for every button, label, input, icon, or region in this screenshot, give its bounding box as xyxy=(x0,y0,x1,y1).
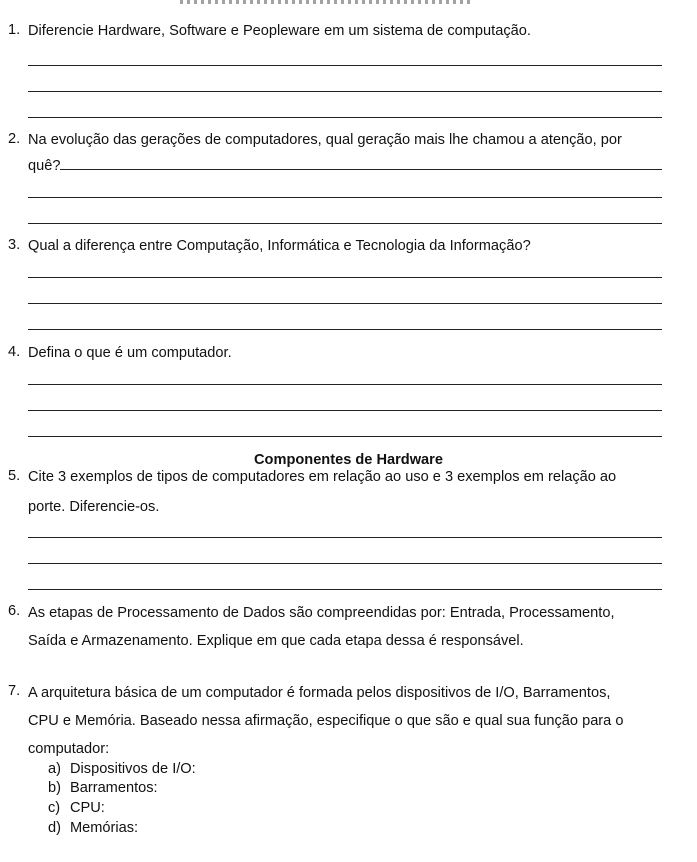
question-text: Qual a diferença entre Computação, Informática e Tecnologia da Informação? xyxy=(28,238,531,254)
answer-line[interactable] xyxy=(28,589,662,590)
question-text: Cite 3 exemplos de tipos de computadores em relação ao uso e 3 exemplos em relação ao xyxy=(28,469,617,485)
sub-item-letter: b) xyxy=(48,780,61,796)
header-title-fragment xyxy=(180,0,470,4)
answer-line[interactable] xyxy=(28,277,662,278)
sub-item-label: Memórias: xyxy=(70,820,139,836)
sub-item-io xyxy=(48,760,196,778)
sub-item-memorias xyxy=(48,819,138,837)
answer-line[interactable] xyxy=(28,537,662,538)
question-number: 1. xyxy=(8,22,21,38)
answer-line[interactable] xyxy=(60,155,662,170)
question-number: 3. xyxy=(8,237,21,253)
question-number: 5. xyxy=(8,468,21,484)
answer-line[interactable] xyxy=(28,410,662,411)
cut-off-header xyxy=(0,0,697,6)
question-text: Saída e Armazenamento. Explique em que cada etapa dessa é responsável. xyxy=(28,633,524,649)
answer-line[interactable] xyxy=(28,65,662,66)
sub-item-letter: a) xyxy=(48,761,61,777)
sub-item-label: Dispositivos de I/O: xyxy=(70,761,196,777)
section-title: Componentes de Hardware xyxy=(254,452,443,468)
answer-line[interactable] xyxy=(28,303,662,304)
question-text: A arquitetura básica de um computador é formada pelos dispositivos de I/O, Barramentos, xyxy=(28,685,611,701)
question-text: As etapas de Processamento de Dados são compreendidas por: Entrada, Processamento, xyxy=(28,605,615,621)
question-text: CPU e Memória. Baseado nessa afirmação, especifique o que são e qual sua função para o xyxy=(28,713,624,729)
question-text: Na evolução das gerações de computadores, qual geração mais lhe chamou a atenção, por xyxy=(28,132,622,148)
answer-line[interactable] xyxy=(28,117,662,118)
answer-line[interactable] xyxy=(28,329,662,330)
question-text: computador: xyxy=(28,741,110,757)
answer-line[interactable] xyxy=(28,563,662,564)
answer-line[interactable] xyxy=(28,223,662,224)
question-text: quê? xyxy=(28,158,61,174)
question-number: 6. xyxy=(8,603,21,619)
question-number: 4. xyxy=(8,344,21,360)
sub-item-cpu xyxy=(48,799,105,817)
sub-item-barramentos xyxy=(48,779,158,797)
sub-item-letter: c) xyxy=(48,800,61,816)
question-number: 2. xyxy=(8,131,21,147)
question-text: porte. Diferencie-os. xyxy=(28,499,160,515)
sub-item-label: CPU: xyxy=(70,800,105,816)
question-text: Diferencie Hardware, Software e Peopleware em um sistema de computação. xyxy=(28,23,531,39)
answer-line[interactable] xyxy=(28,197,662,198)
question-text: Defina o que é um computador. xyxy=(28,345,232,361)
sub-item-letter: d) xyxy=(48,820,61,836)
answer-line[interactable] xyxy=(28,91,662,92)
answer-line[interactable] xyxy=(28,384,662,385)
sub-item-label: Barramentos: xyxy=(70,780,158,796)
answer-line[interactable] xyxy=(28,436,662,437)
question-number: 7. xyxy=(8,683,21,699)
